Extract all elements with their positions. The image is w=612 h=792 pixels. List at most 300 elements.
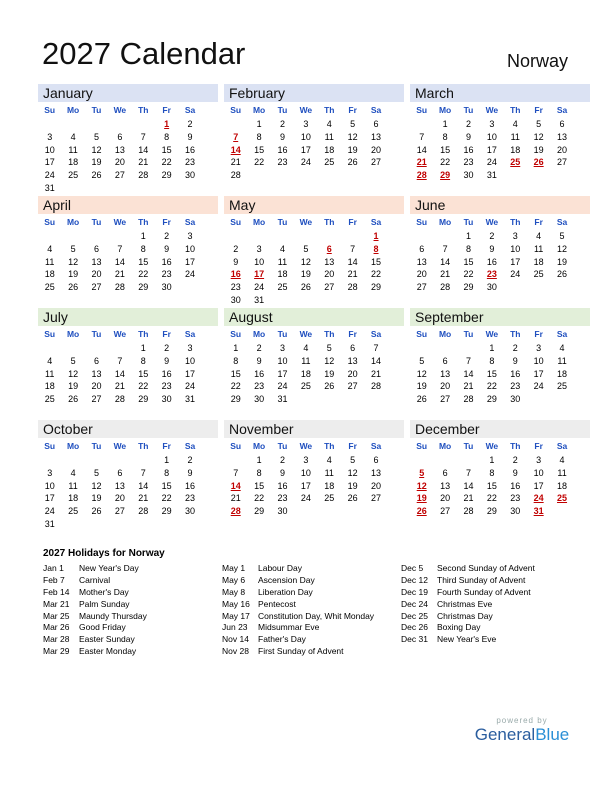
day-cell: 13 — [440, 368, 451, 379]
day-cell: 24 — [185, 269, 196, 280]
day-cell: 20 — [440, 493, 451, 504]
weekday-header — [224, 326, 404, 342]
weekday-label: Sa — [370, 105, 382, 115]
weekday-header — [38, 326, 218, 342]
week-row — [38, 368, 218, 381]
day-cell — [271, 294, 294, 307]
day-cell: 17 — [254, 269, 265, 280]
day-cell: 23 — [254, 381, 265, 392]
week-row — [38, 182, 218, 195]
day-cell: 7 — [465, 467, 471, 478]
day-cell: 26 — [68, 282, 79, 293]
holiday-name: Constitution Day, Whit Monday — [258, 610, 375, 621]
day-cell: 21 — [230, 157, 241, 168]
day-cell: 26 — [347, 493, 358, 504]
day-cell: 15 — [161, 480, 172, 491]
day-cell: 21 — [230, 493, 241, 504]
day-cell: 28 — [138, 170, 149, 181]
weekday-label: Su — [44, 217, 56, 227]
day-cell: 17 — [300, 144, 311, 155]
day-cell: 30 — [230, 294, 241, 305]
day-cell: 13 — [557, 131, 568, 142]
day-cell: 20 — [91, 269, 102, 280]
day-cell: 25 — [324, 157, 335, 168]
month-april — [38, 196, 218, 294]
weekday-label: We — [299, 441, 313, 451]
day-cell: 21 — [416, 157, 427, 168]
day-cell: 30 — [185, 506, 196, 517]
day-cell: 9 — [187, 131, 193, 142]
day-cell: 14 — [114, 368, 125, 379]
week-row — [38, 118, 218, 131]
week-row — [224, 268, 404, 281]
holiday-date: Feb 7 — [43, 574, 65, 585]
weekday-label: Su — [230, 441, 242, 451]
day-cell — [318, 393, 341, 406]
month-name: March — [410, 84, 590, 102]
holiday-item — [222, 622, 374, 634]
day-cell — [527, 169, 550, 182]
day-cell: 17 — [185, 368, 196, 379]
holiday-name: Father's Day — [258, 634, 306, 645]
day-cell: 29 — [230, 394, 241, 405]
holiday-date: May 6 — [222, 574, 246, 585]
holiday-item — [222, 611, 374, 623]
day-cell — [294, 393, 317, 406]
day-cell: 22 — [254, 157, 265, 168]
day-cell: 1 — [489, 455, 495, 465]
day-cell: 9 — [279, 467, 285, 478]
week-row — [410, 156, 590, 169]
day-cell: 19 — [557, 256, 568, 267]
day-cell: 21 — [440, 269, 451, 280]
day-cell: 27 — [371, 157, 382, 168]
day-cell — [504, 169, 527, 182]
weekday-label: Sa — [556, 105, 568, 115]
day-cell: 5 — [70, 243, 76, 254]
day-cell: 3 — [187, 343, 193, 353]
day-cell: 19 — [416, 493, 427, 504]
day-cell — [38, 118, 61, 131]
weekday-label: Tu — [277, 105, 288, 115]
day-cell: 29 — [138, 282, 149, 293]
day-cell: 17 — [533, 368, 544, 379]
day-cell: 21 — [114, 381, 125, 392]
week-row — [224, 118, 404, 131]
day-cell: 26 — [91, 170, 102, 181]
day-cell: 8 — [256, 467, 262, 478]
day-cell: 29 — [254, 506, 265, 517]
month-may — [224, 196, 404, 307]
day-cell: 4 — [326, 119, 332, 129]
holiday-date: Dec 5 — [401, 563, 424, 573]
weekday-header — [224, 214, 404, 230]
week-row — [224, 393, 404, 406]
month-october — [38, 420, 218, 531]
weekday-label: Th — [138, 217, 149, 227]
week-row — [224, 342, 404, 355]
day-cell: 24 — [300, 157, 311, 168]
day-cell: 16 — [161, 368, 172, 379]
month-name: November — [224, 420, 404, 438]
day-cell: 9 — [187, 467, 193, 478]
day-cell: 3 — [512, 231, 518, 241]
day-cell: 13 — [371, 467, 382, 478]
day-cell: 4 — [326, 455, 332, 465]
month-name: April — [38, 196, 218, 214]
holiday-name: Boxing Day — [437, 622, 481, 633]
day-cell: 20 — [416, 269, 427, 280]
powered-by-label: powered by — [496, 716, 548, 725]
weekday-label: Mo — [438, 441, 452, 451]
day-cell — [38, 454, 61, 467]
day-cell: 16 — [486, 256, 497, 267]
weekday-label: Tu — [91, 329, 102, 339]
day-cell — [410, 342, 433, 355]
weekday-label: Sa — [556, 217, 568, 227]
day-cell: 11 — [324, 467, 334, 478]
day-cell — [341, 505, 364, 518]
day-cell: 6 — [373, 455, 379, 465]
day-cell: 25 — [324, 493, 335, 504]
holiday-name: Christmas Eve — [437, 598, 493, 609]
weekday-label: Mo — [66, 441, 80, 451]
month-name: September — [410, 308, 590, 326]
day-cell — [457, 342, 480, 355]
day-cell: 15 — [138, 368, 149, 379]
day-cell: 1 — [140, 231, 146, 241]
week-row — [410, 467, 590, 480]
week-row — [38, 131, 218, 144]
day-cell — [61, 518, 84, 531]
day-cell: 30 — [510, 394, 521, 405]
day-cell: 3 — [536, 455, 542, 465]
day-cell: 18 — [510, 144, 521, 155]
day-cell: 11 — [68, 144, 78, 155]
week-row — [410, 230, 590, 243]
day-cell: 10 — [486, 131, 497, 142]
day-cell: 24 — [300, 493, 311, 504]
day-cell: 1 — [256, 119, 262, 129]
holiday-date: Mar 26 — [43, 622, 70, 633]
day-cell: 21 — [463, 381, 474, 392]
day-cell: 16 — [510, 480, 521, 491]
week-row — [410, 393, 590, 406]
day-cell: 2 — [256, 343, 262, 353]
month-september — [410, 308, 590, 406]
day-cell: 12 — [347, 467, 358, 478]
day-cell — [247, 230, 270, 243]
week-row — [38, 268, 218, 281]
day-cell — [550, 281, 573, 294]
weekday-label: We — [299, 217, 313, 227]
day-cell: 10 — [254, 256, 265, 267]
day-cell: 8 — [164, 467, 170, 478]
day-cell: 30 — [161, 394, 172, 405]
day-cell: 31 — [277, 394, 288, 405]
day-cell: 6 — [419, 243, 425, 254]
holiday-item — [43, 599, 147, 611]
weekday-label: Sa — [184, 217, 196, 227]
holiday-date: Mar 28 — [43, 634, 70, 645]
day-cell: 3 — [256, 243, 262, 254]
holiday-name: First Sunday of Advent — [258, 646, 344, 657]
holiday-item — [43, 587, 147, 599]
day-cell — [341, 230, 364, 243]
day-cell: 13 — [347, 355, 358, 366]
day-cell: 21 — [138, 157, 149, 168]
day-cell: 12 — [91, 144, 102, 155]
day-cell: 7 — [140, 131, 146, 142]
day-cell: 17 — [44, 157, 55, 168]
month-november — [224, 420, 404, 518]
day-cell — [341, 169, 364, 182]
day-cell: 10 — [44, 480, 55, 491]
day-cell: 29 — [486, 394, 497, 405]
weekday-label: Th — [138, 329, 149, 339]
day-cell: 5 — [93, 467, 99, 478]
day-cell: 29 — [371, 282, 382, 293]
week-row — [224, 294, 404, 307]
weekday-label: Fr — [162, 329, 171, 339]
day-cell: 15 — [230, 368, 241, 379]
day-cell: 6 — [117, 131, 123, 142]
day-cell: 16 — [510, 368, 521, 379]
weekday-label: Tu — [277, 217, 288, 227]
day-cell: 12 — [416, 480, 427, 491]
day-cell: 26 — [68, 394, 79, 405]
weekday-label: Fr — [348, 105, 357, 115]
day-cell: 23 — [277, 157, 288, 168]
weekday-label: Su — [416, 105, 428, 115]
week-row — [410, 118, 590, 131]
day-cell — [38, 342, 61, 355]
day-cell — [178, 281, 201, 294]
holiday-item — [222, 563, 374, 575]
week-row — [410, 243, 590, 256]
day-cell: 11 — [45, 256, 55, 267]
weekday-label: Fr — [534, 105, 543, 115]
weekday-label: Mo — [66, 329, 80, 339]
day-cell: 22 — [138, 381, 149, 392]
holiday-item — [43, 563, 147, 575]
weekday-label: Su — [44, 105, 56, 115]
day-cell — [433, 230, 456, 243]
day-cell: 29 — [486, 506, 497, 517]
weekday-label: Su — [230, 217, 242, 227]
day-cell: 11 — [557, 467, 567, 478]
day-cell: 20 — [347, 368, 358, 379]
weekday-label: Sa — [184, 441, 196, 451]
day-cell: 24 — [486, 157, 497, 168]
weekday-label: Th — [510, 105, 521, 115]
day-cell — [61, 182, 84, 195]
brand-name-a: General — [474, 725, 536, 744]
holiday-name: Easter Sunday — [79, 634, 135, 645]
day-cell: 12 — [324, 355, 335, 366]
day-cell: 19 — [91, 157, 102, 168]
day-cell: 18 — [557, 368, 568, 379]
day-cell — [85, 342, 108, 355]
day-cell: 7 — [233, 131, 239, 142]
day-cell: 8 — [233, 355, 239, 366]
holiday-item — [401, 599, 535, 611]
day-cell: 11 — [277, 256, 288, 267]
week-row — [224, 281, 404, 294]
weekday-header — [38, 438, 218, 454]
day-cell: 23 — [510, 381, 521, 392]
day-cell: 10 — [277, 355, 288, 366]
day-cell: 28 — [347, 282, 358, 293]
weekday-label: We — [485, 329, 499, 339]
weekday-label: Tu — [277, 329, 288, 339]
weekday-label: Tu — [91, 105, 102, 115]
holiday-item — [401, 622, 535, 634]
day-cell: 9 — [512, 467, 518, 478]
day-cell: 10 — [44, 144, 55, 155]
day-cell: 22 — [440, 157, 451, 168]
day-cell — [61, 230, 84, 243]
day-cell: 6 — [442, 467, 448, 478]
week-row — [38, 480, 218, 493]
month-name: October — [38, 420, 218, 438]
holiday-column — [43, 563, 147, 658]
week-row — [224, 230, 404, 243]
day-cell: 29 — [138, 394, 149, 405]
day-cell: 11 — [301, 355, 311, 366]
holiday-item — [222, 587, 374, 599]
week-row — [38, 281, 218, 294]
week-row — [224, 368, 404, 381]
day-cell: 27 — [440, 506, 451, 517]
day-cell: 16 — [463, 144, 474, 155]
day-cell: 19 — [300, 269, 311, 280]
holiday-date: Nov 28 — [222, 646, 249, 657]
day-cell: 9 — [279, 131, 285, 142]
day-cell: 26 — [324, 381, 335, 392]
day-cell: 8 — [489, 467, 495, 478]
day-cell: 21 — [371, 368, 382, 379]
day-cell: 12 — [300, 256, 311, 267]
day-cell: 5 — [303, 243, 309, 254]
weekday-label: Sa — [184, 105, 196, 115]
day-cell: 18 — [300, 368, 311, 379]
weekday-label: Tu — [91, 441, 102, 451]
day-cell: 22 — [463, 269, 474, 280]
day-cell: 19 — [347, 144, 358, 155]
week-row — [38, 518, 218, 531]
day-cell: 10 — [510, 243, 521, 254]
day-cell: 17 — [277, 368, 288, 379]
day-cell: 1 — [233, 343, 239, 353]
day-cell: 10 — [533, 467, 544, 478]
weekday-label: Tu — [91, 217, 102, 227]
day-cell: 18 — [44, 381, 55, 392]
day-cell — [527, 281, 550, 294]
day-cell: 13 — [440, 480, 451, 491]
day-cell: 1 — [164, 119, 170, 129]
day-cell — [433, 342, 456, 355]
weekday-label: Sa — [370, 441, 382, 451]
day-cell: 27 — [114, 170, 125, 181]
day-cell: 15 — [254, 480, 265, 491]
day-cell: 14 — [138, 480, 149, 491]
day-cell: 25 — [533, 269, 544, 280]
week-row — [410, 492, 590, 505]
day-cell: 2 — [512, 455, 518, 465]
holiday-item — [222, 575, 374, 587]
day-cell — [132, 182, 155, 195]
day-cell: 19 — [416, 381, 427, 392]
day-cell: 16 — [230, 269, 241, 280]
day-cell — [224, 454, 247, 467]
holiday-date: Dec 26 — [401, 622, 428, 633]
week-row — [38, 230, 218, 243]
holiday-item — [43, 611, 147, 623]
day-cell: 14 — [114, 256, 125, 267]
day-cell: 6 — [117, 467, 123, 478]
day-cell: 27 — [91, 282, 102, 293]
holiday-name: Ascension Day — [258, 574, 315, 585]
week-row — [224, 169, 404, 182]
weekday-label: Mo — [252, 441, 266, 451]
weekday-label: We — [485, 441, 499, 451]
day-cell: 14 — [416, 144, 427, 155]
day-cell — [318, 505, 341, 518]
day-cell: 4 — [279, 243, 285, 254]
day-cell: 28 — [114, 394, 125, 405]
day-cell: 31 — [185, 394, 196, 405]
holiday-date: Jan 1 — [43, 563, 64, 573]
day-cell — [550, 393, 573, 406]
day-cell: 4 — [303, 343, 309, 353]
holiday-date: Mar 25 — [43, 610, 70, 621]
week-row — [410, 355, 590, 368]
day-cell: 16 — [161, 256, 172, 267]
day-cell: 12 — [68, 368, 79, 379]
week-row — [410, 256, 590, 269]
day-cell: 16 — [277, 144, 288, 155]
day-cell: 18 — [277, 269, 288, 280]
week-row — [224, 380, 404, 393]
day-cell: 12 — [533, 131, 544, 142]
day-cell: 14 — [463, 368, 474, 379]
day-cell: 5 — [536, 119, 542, 129]
day-cell: 1 — [465, 231, 471, 241]
day-cell: 14 — [463, 480, 474, 491]
week-row — [224, 131, 404, 144]
weekday-label: Th — [138, 105, 149, 115]
day-cell: 8 — [164, 131, 170, 142]
weekday-label: Tu — [463, 217, 474, 227]
weekday-label: Fr — [162, 441, 171, 451]
week-row — [38, 243, 218, 256]
day-cell — [108, 118, 131, 131]
month-name: June — [410, 196, 590, 214]
month-name: December — [410, 420, 590, 438]
day-cell: 25 — [68, 506, 79, 517]
day-cell — [294, 505, 317, 518]
day-cell: 26 — [557, 269, 568, 280]
day-cell: 19 — [347, 480, 358, 491]
day-cell: 5 — [559, 231, 565, 241]
weekday-header — [410, 326, 590, 342]
day-cell — [341, 294, 364, 307]
week-row — [38, 380, 218, 393]
weekday-label: Fr — [162, 105, 171, 115]
day-cell: 30 — [161, 282, 172, 293]
holiday-item — [222, 646, 374, 658]
